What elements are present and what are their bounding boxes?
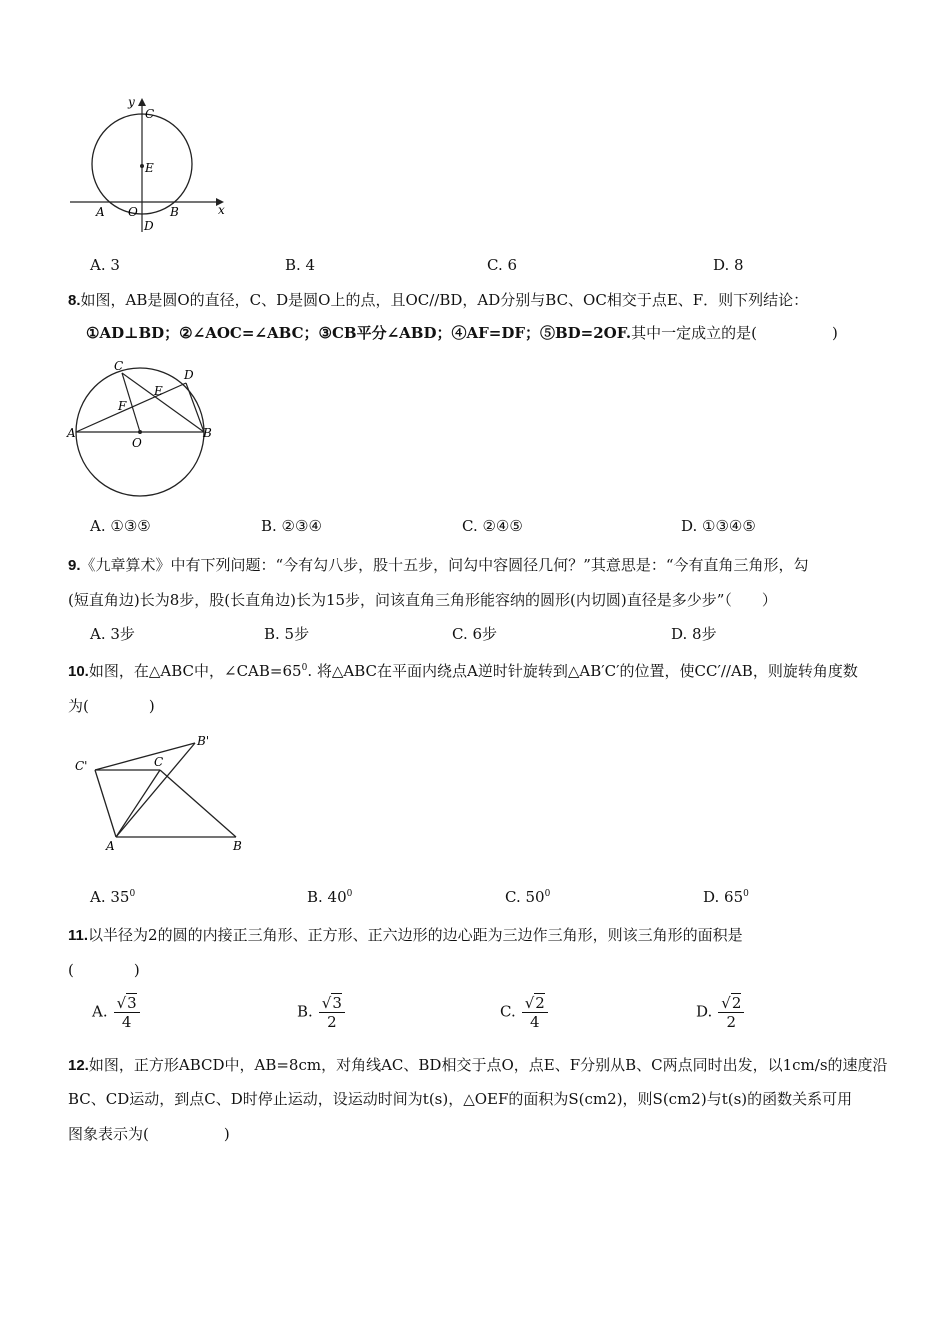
q11-stem-text1: 以半径为2的圆的内接正三角形、正方形、正六边形的边心距为三边作三角形，则该三角形的面积是 (88, 926, 743, 944)
q8-stem-line1 (68, 289, 808, 310)
q8-label-c: C (114, 359, 124, 373)
q10-figure (68, 728, 248, 853)
q9-option-a: A. 3步 (90, 625, 135, 643)
q11-option-d: D. $\frac{√2}{2}$ (696, 994, 744, 1031)
q8-label-b: B (203, 426, 212, 440)
q7-label-d: D (144, 219, 154, 233)
q7-label-a: A (96, 205, 105, 219)
q8-label-o: O (132, 436, 142, 450)
q7-label-y: y (128, 95, 135, 109)
q10-degree-sup: 0 (301, 663, 308, 673)
q12-stem-line2: BC、CD运动，到点C、D时停止运动，设运动时间为t(s)，△OEF的面积为S(cm2)，则S(cm2)与t(s)的函数关系可用 (68, 1090, 853, 1108)
q12-number: 12. (68, 1057, 89, 1074)
q10-label-a: A (106, 839, 115, 853)
q11-option-b: B. $\frac{√3}{2}$ (297, 994, 345, 1031)
q9-option-b: B. 5步 (264, 625, 310, 643)
q10-label-cprime: C' (75, 759, 88, 773)
q7-label-o: O (128, 205, 138, 219)
q8-stem-text2: 其中一定成立的是( ) (631, 324, 838, 342)
q8-conclusions: ①AD⊥BD；②∠AOC=∠ABC；③CB平分∠ABD；④AF=DF；⑤BD=2OF. (86, 324, 632, 342)
q9-number: 9. (68, 557, 81, 574)
q11-option-c: C. $\frac{√2}{4}$ (500, 994, 548, 1031)
q8-option-b: B. ②③④ (261, 517, 322, 535)
q10-label-bprime: B' (197, 734, 210, 748)
q7-label-c: C (145, 107, 155, 121)
q8-figure (66, 355, 216, 500)
q10-number: 10. (68, 663, 89, 680)
q9-option-c: C. 6步 (452, 625, 498, 643)
q10-option-b: B. $40^0$ (307, 888, 353, 906)
q12-stem-text1: 如图，正方形ABCD中，AB=8cm，对角线AC、BD相交于点O，点E、F分别从B、C两点同时出发，以1cm/s的速度沿 (88, 1056, 888, 1074)
q7-label-x: x (218, 203, 225, 217)
q7-option-c: C. 6 (487, 256, 518, 274)
q10-stem-text1a: 如图，在△ABC中，∠CAB=65 (88, 662, 302, 680)
q8-option-c: C. ②④⑤ (462, 517, 523, 535)
q7-option-b: B. 4 (285, 256, 316, 274)
q7-option-a: A. 3 (90, 256, 120, 274)
q12-stem-line3: 图象表示为( ) (68, 1125, 230, 1143)
q10-label-b: B (233, 839, 242, 853)
q9-stem-line2: (短直角边)长为8步，股(长直角边)长为15步，问该直角三角形能容纳的圆形(内切圆)直径是多少步”（ ） (68, 591, 777, 609)
q11-option-a: A. $\frac{√3}{4}$ (92, 994, 140, 1031)
q9-stem-line1 (68, 554, 809, 575)
q8-label-d: D (184, 368, 194, 382)
q11-stem-line1 (68, 924, 743, 945)
q10-option-c: C. $50^0$ (505, 888, 551, 906)
q9-stem-text1: 《九章算术》中有下列问题：“今有勾八步，股十五步，问勾中容圆径几何？”其意思是：“今有直角三角形，勾 (80, 556, 809, 574)
q8-stem-line2 (86, 322, 838, 343)
q8-option-a: A. ①③⑤ (90, 517, 151, 535)
q7-figure (66, 92, 231, 237)
q9-option-d: D. 8步 (671, 625, 717, 643)
q7-option-d: D. 8 (713, 256, 744, 274)
q8-stem-text1: 如图，AB是圆O的直径，C、D是圆O上的点，且OC//BD，AD分别与BC、OC相交于点E、F．则下列结论： (80, 291, 809, 309)
q10-option-a: A. $35^0$ (90, 888, 136, 906)
q7-label-b: B (170, 205, 179, 219)
q8-label-e: E (154, 384, 163, 398)
q7-label-e: E (145, 161, 154, 175)
q10-label-c: C (154, 755, 164, 769)
q8-label-f: F (118, 399, 127, 413)
q10-stem-line2: 为( ) (68, 697, 155, 715)
q10-stem-text1b: . 将△ABC在平面内绕点A逆时针旋转到△AB′C′的位置，使CC′//AB，则旋转角度数 (307, 662, 858, 680)
q11-number: 11. (68, 927, 89, 944)
q8-option-d: D. ①③④⑤ (681, 517, 756, 535)
q10-stem-line1 (68, 660, 858, 681)
q8-number: 8. (68, 292, 81, 309)
q11-stem-line2: ( ) (68, 961, 140, 979)
q12-stem-line1 (68, 1054, 888, 1075)
q8-label-a: A (67, 426, 76, 440)
q10-option-d: D. $65^0$ (703, 888, 749, 906)
